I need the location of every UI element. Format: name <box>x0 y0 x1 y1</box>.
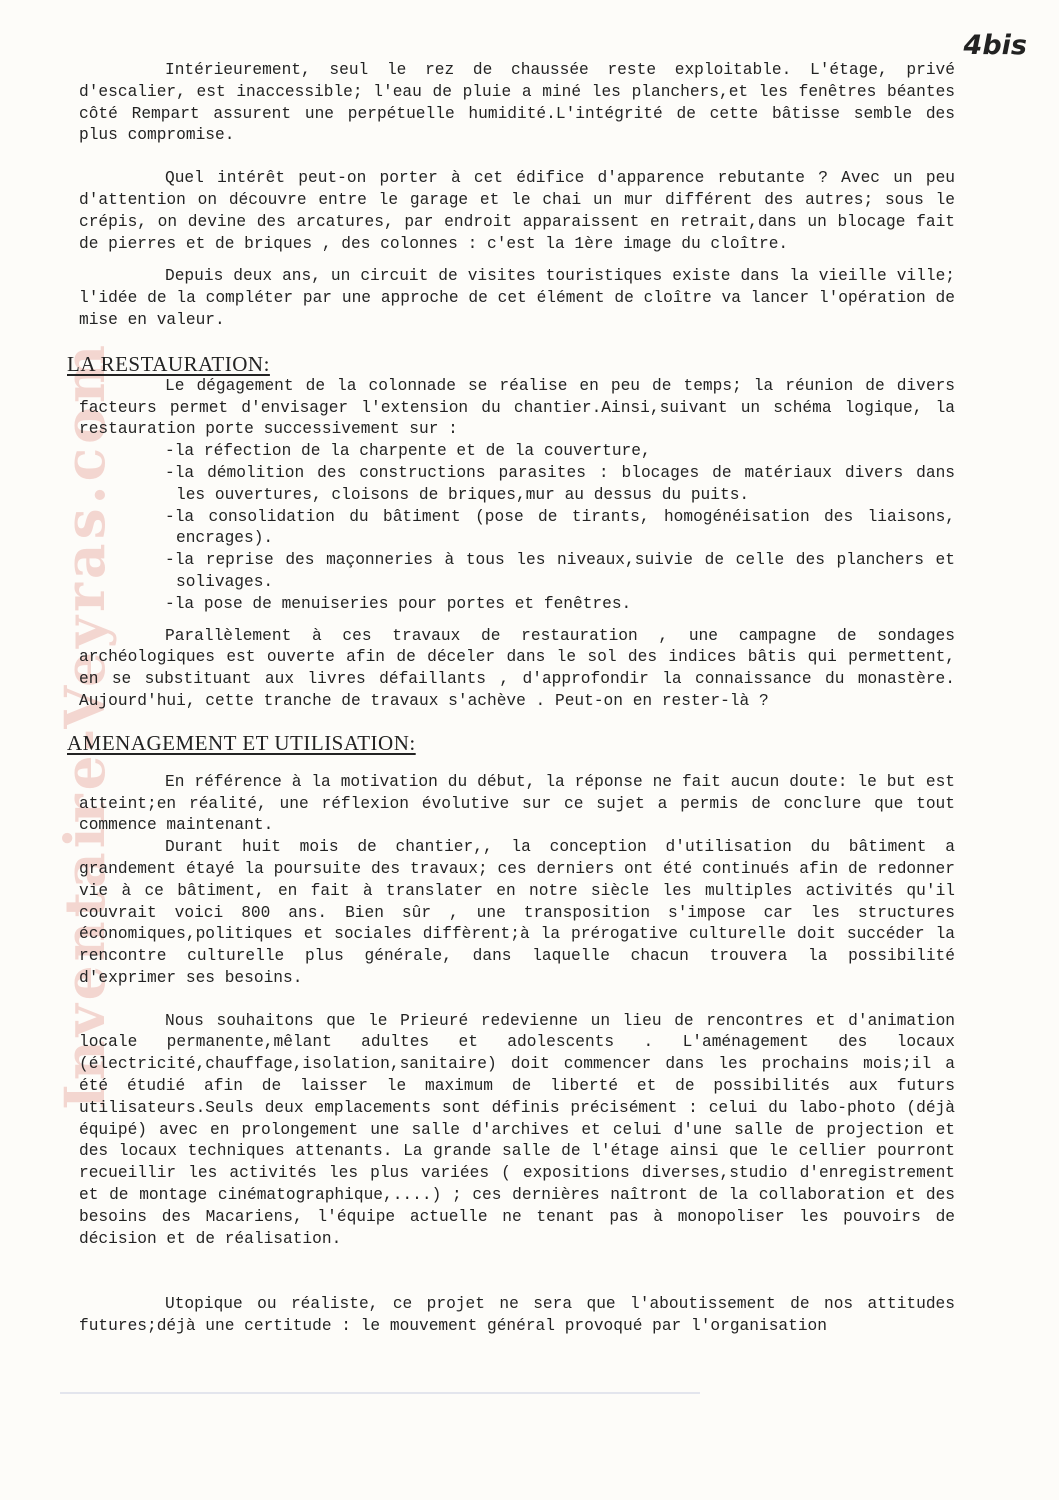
list-item: -la reprise des maçonneries à tous les niveaux,suivie de celle des planchers et solivages. <box>165 551 955 591</box>
list-item: -la pose de menuiseries pour portes et fenêtres. <box>165 594 632 613</box>
amenagement-paragraph-3: Nous souhaitons que le Prieuré redevienne un lieu de rencontres et d'animation locale permanente,mêlant adultes et adolescents . L'aménagement des locaux (électricité,chauffage,isolation,sanitaire) doit commencer dans les prochains mois;il a été étudié afin de laisser le maximum de liberté et de possibilités aux futurs utilisateurs.Seuls deux emplacements sont définis précisément : celui du labo-photo (déjà équipé) avec en prolongement une salle d'archives et celui d'une salle de projection et des locaux techniques attenants. La grande salle de l'étage ainsi que le cellier pourront recueillir les activités les plus variées ( expositions diverses,studio d'enregistrement et de montage cinématographique,....) ; ces dernières naîtront de la collaboration et des besoins des Macariens, l'équipe actuelle ne tenant pas à monopoliser les pouvoirs de décision et de réalisation. <box>79 1011 955 1248</box>
restauration-conclusion: Parallèlement à ces travaux de restauration , une campagne de sondages archéologiques est ouverte afin de déceler dans le sol des indices bâtis qui permettent, en se substituant aux livres défaillants , d'approfondir la connaissance du monastère. Aujourd'hui, cette tranche de travaux s'achève . Peut-on en rester-là ? <box>79 626 955 710</box>
heading-restauration: LA RESTAURATION: <box>67 351 270 376</box>
amenagement-paragraph-2: Durant huit mois de chantier,, la conception d'utilisation du bâtiment a grandement étayé la poursuite des travaux; ces derniers ont été continués afin de redonner vie à ce bâtiment, en fait à translater en notre siècle les multiples activités qu'il couvrait voici 800 ans. Bien sûr , une transposition s'impose car les structures économiques,politiques et sociales diffèrent;à la prérogative culturelle doit succéder la rencontre culturelle plus générale, dans laquelle chacun trouvera la possibilité d'exprimer ses besoins. <box>79 838 955 987</box>
list-item: -la démolition des constructions parasites : blocages de matériaux divers dans les ouvertures, cloisons de briques,mur au dessus du puits. <box>165 463 955 504</box>
paragraph-intro-1: Intérieurement, seul le rez de chaussée reste exploitable. L'étage, privé d'escalier, est inaccessible; l'eau de pluie a miné les planchers,et les fenêtres béantes côté Rempart assurent une perpétuelle humidité.L'intégrité de cette bâtisse semble des plus compromise. <box>79 61 955 145</box>
paragraph-intro-3: Depuis deux ans, un circuit de visites touristiques existe dans la vieille ville; l'idée de la compléter par une approche de cet élément de cloître va lancer l'opération de mise en valeur. <box>79 267 955 329</box>
amenagement-paragraph-4: Utopique ou réaliste, ce projet ne sera que l'aboutissement de nos attitudes futures;déjà une certitude : le mouvement général provoqué par l'organisation <box>79 1295 955 1336</box>
page-number: 4bis <box>963 30 1027 61</box>
restauration-intro: Le dégagement de la colonnade se réalise en peu de temps; la réunion de divers facteurs permet d'envisager l'extension du chantier.Ainsi,suivant un schéma logique, la restauration porte successivement sur : <box>79 376 955 439</box>
document-body <box>67 60 955 1338</box>
restauration-list <box>79 441 955 615</box>
watermark: Inventaire-Veyras.com <box>52 340 117 1110</box>
list-item: -la réfection de la charpente et de la couverture, <box>165 442 651 461</box>
heading-amenagement: AMENAGEMENT ET UTILISATION: <box>67 730 416 755</box>
paper-edge-line <box>60 1392 700 1394</box>
paragraph-intro-2: Quel intérêt peut-on porter à cet édifice d'apparence rebutante ? Avec un peu d'attention on découvre entre le garage et le chai un mur différent des autres; sous le crépis, on devine des arcatures, par endroit apparaissent en retrait,dans un blocage fait de pierres et de briques , des colonnes : c'est la 1ère image du cloître. <box>79 169 955 253</box>
amenagement-paragraph-1: En référence à la motivation du début, la réponse ne fait aucun doute: le but est atteint;en réalité, une réflexion évolutive sur ce sujet a permis de conclure que tout commence maintenant. <box>79 772 955 835</box>
list-item: -la consolidation du bâtiment (pose de tirants, homogénéisation des liaisons, encrages). <box>165 507 955 548</box>
